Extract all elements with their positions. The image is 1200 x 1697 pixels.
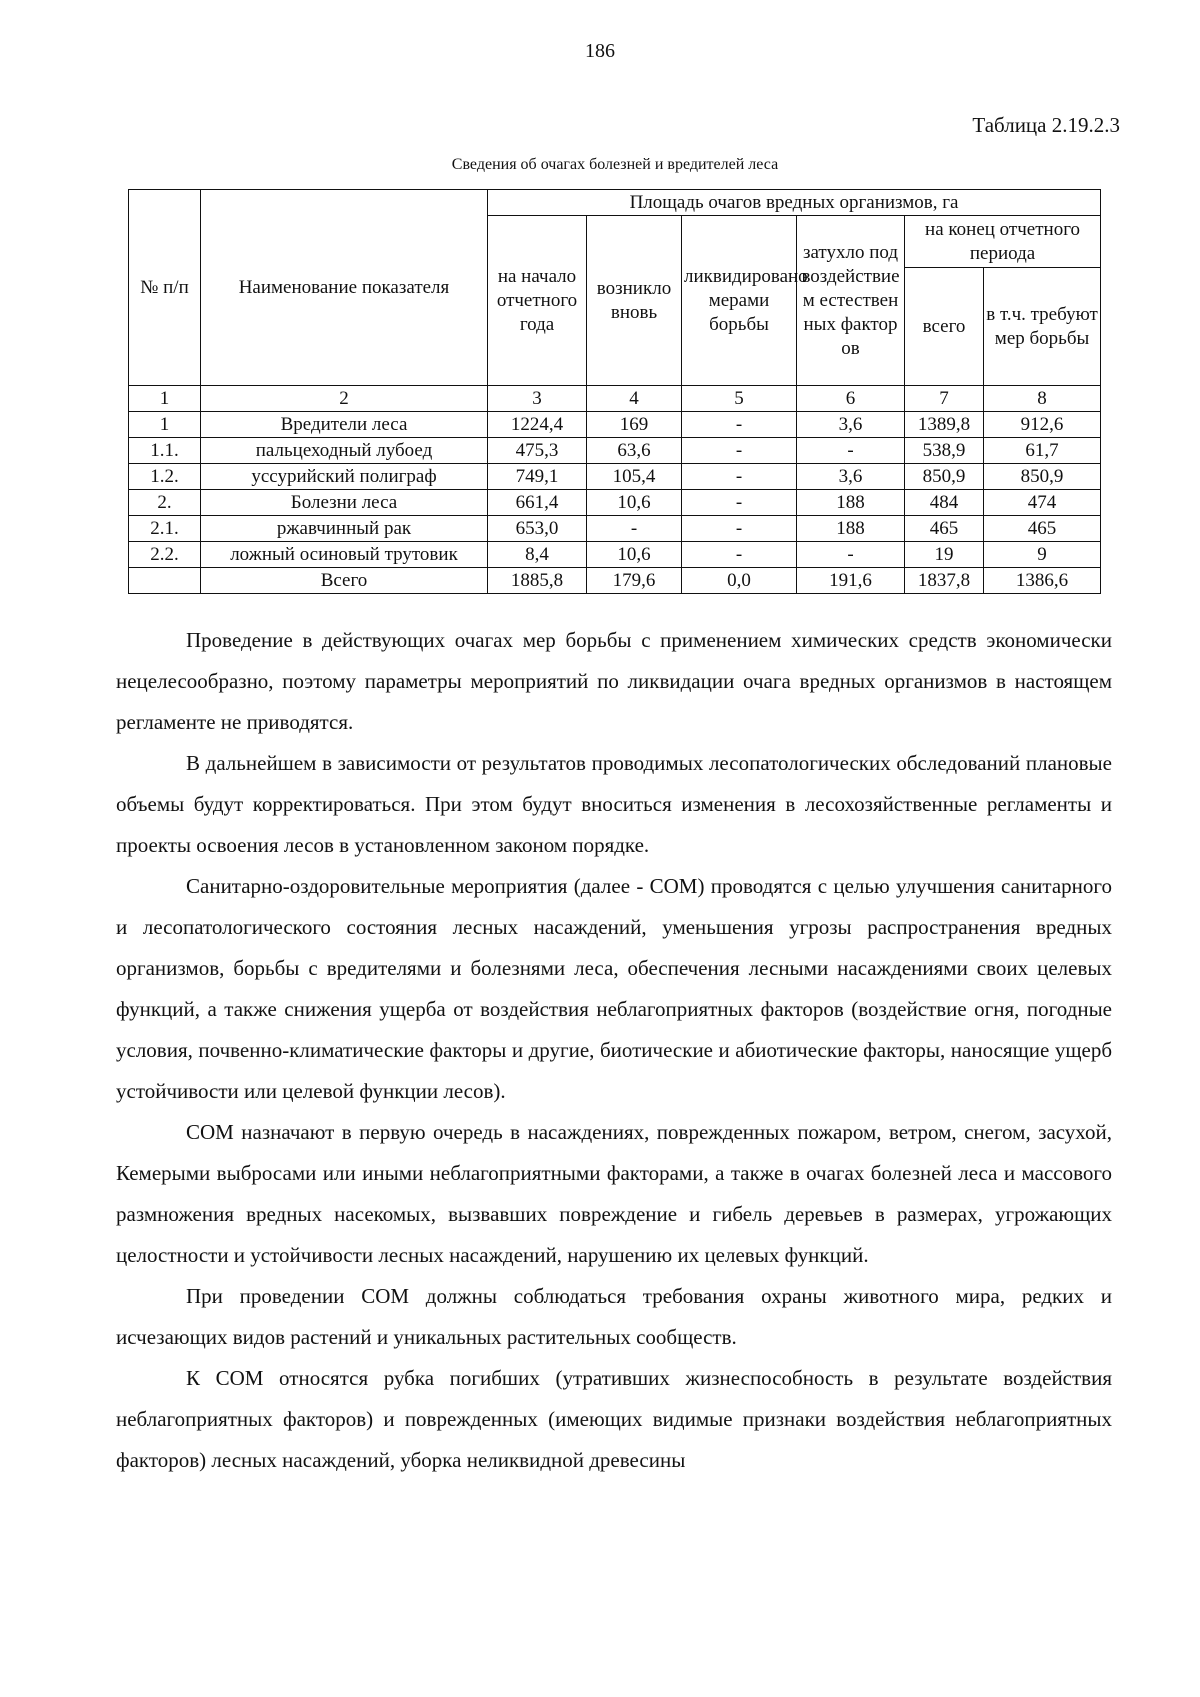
table-cell: 6 xyxy=(797,386,905,412)
table-cell: Вредители леса xyxy=(201,412,488,438)
table-cell: 0,0 xyxy=(682,568,797,594)
paragraph: При проведении СОМ должны соблюдаться требования охраны животного мира, редких и исчезающих видов растений и уникальных растительных сообществ. xyxy=(116,1284,1112,1349)
paragraph: В дальнейшем в зависимости от результатов проводимых лесопатологических обследований плановые объемы будут корректироваться. При этом будут вноситься изменения в лесохозяйственные регламенты и проекты освоения лесов в установленном законом порядке. xyxy=(116,751,1112,857)
table-cell: 4 xyxy=(587,386,682,412)
table-cell: 1389,8 xyxy=(905,412,984,438)
table-cell: 61,7 xyxy=(984,438,1101,464)
table-cell: 661,4 xyxy=(488,490,587,516)
body-text xyxy=(116,620,1112,1481)
table-cell: - xyxy=(682,516,797,542)
table-cell: 7 xyxy=(905,386,984,412)
table-cell: 105,4 xyxy=(587,464,682,490)
table-cell: 10,6 xyxy=(587,542,682,568)
table-cell: 850,9 xyxy=(905,464,984,490)
header-start: на начало отчетного года xyxy=(488,216,587,386)
table-cell: 1224,4 xyxy=(488,412,587,438)
paragraph: СОМ назначают в первую очередь в насаждениях, поврежденных пожаром, ветром, снегом, засухой, Кемерыми выбросами или иными неблагоприятными факторами, а также в очагах болезней леса и массового размножения вредных насекомых, вызвавших повреждение и гибель деревьев в размерах, угрожающих целостности и устойчивости лесных насаждений, нарушению их целевых функций. xyxy=(116,1120,1112,1267)
table-cell: 19 xyxy=(905,542,984,568)
table-cell: 475,3 xyxy=(488,438,587,464)
table-row xyxy=(129,464,1101,490)
table-cell: 179,6 xyxy=(587,568,682,594)
table-cell: 3,6 xyxy=(797,464,905,490)
paragraph: Проведение в действующих очагах мер борьбы с применением химических средств экономически нецелесообразно, поэтому параметры мероприятий по ликвидации очага вредных организмов в настоящем регламенте не приводятся. xyxy=(116,628,1112,734)
table-cell: 188 xyxy=(797,490,905,516)
table-cell: - xyxy=(682,490,797,516)
table-cell: 188 xyxy=(797,516,905,542)
table-cell: 1885,8 xyxy=(488,568,587,594)
table-row xyxy=(129,542,1101,568)
table-cell: 3 xyxy=(488,386,587,412)
table-cell: уссурийский полиграф xyxy=(201,464,488,490)
table-cell: ложный осиновый трутовик xyxy=(201,542,488,568)
header-num: № п/п xyxy=(129,190,201,386)
table-cell: - xyxy=(587,516,682,542)
table-title: Сведения об очагах болезней и вредителей леса xyxy=(451,156,779,173)
table-cell: - xyxy=(682,438,797,464)
table-cell: пальцеходный лубоед xyxy=(201,438,488,464)
paragraph: Санитарно-оздоровительные мероприятия (далее - СОМ) проводятся с целью улучшения санитарного и лесопатологического состояния лесных насаждений, уменьшения угрозы распространения вредных организмов, борьбы с вредителями и болезнями леса, обеспечения лесными насаждениями своих целевых функций, а также снижения ущерба от воздействия неблагоприятных факторов (воздействие огня, погодные условия, почвенно-климатические факторы и другие, биотические и абиотические факторы, наносящие ущерб устойчивости или целевой функции лесов). xyxy=(116,874,1112,1103)
table-cell: Болезни леса xyxy=(201,490,488,516)
table-cell: 1 xyxy=(129,386,201,412)
header-area-group: Площадь очагов вредных организмов, га xyxy=(488,190,1101,216)
table-cell: 1.1. xyxy=(129,438,201,464)
table-cell: 8,4 xyxy=(488,542,587,568)
header-end-group: на конец отчетного периода xyxy=(905,216,1101,268)
table-cell: 912,6 xyxy=(984,412,1101,438)
table-cell: 169 xyxy=(587,412,682,438)
header-liquidated: ликвидировано мерами борьбы xyxy=(682,216,797,386)
table-cell: 465 xyxy=(984,516,1101,542)
header-faded: затухло под воздействием естественных факторов xyxy=(797,216,905,386)
pests-diseases-table xyxy=(128,189,1101,594)
table-cell: - xyxy=(682,542,797,568)
table-row xyxy=(129,516,1101,542)
table-cell: 8 xyxy=(984,386,1101,412)
table-cell: 3,6 xyxy=(797,412,905,438)
table-cell: 474 xyxy=(984,490,1101,516)
table-cell: 10,6 xyxy=(587,490,682,516)
table-cell: 653,0 xyxy=(488,516,587,542)
table-cell: 1 xyxy=(129,412,201,438)
table-cell: 749,1 xyxy=(488,464,587,490)
table-row xyxy=(129,412,1101,438)
header-name: Наименование показателя xyxy=(201,190,488,386)
table-cell xyxy=(129,568,201,594)
table-cell: 5 xyxy=(682,386,797,412)
table-cell: - xyxy=(797,438,905,464)
paragraph: К СОМ относятся рубка погибших (утративших жизнеспособность в результате воздействия неблагоприятных факторов) и поврежденных (имеющих видимые признаки воздействия неблагоприятных факторов) лесных насаждений, уборка неликвидной древесины xyxy=(116,1366,1112,1472)
table-cell: 465 xyxy=(905,516,984,542)
table-cell: 191,6 xyxy=(797,568,905,594)
table-cell: 1.2. xyxy=(129,464,201,490)
table-caption: Таблица 2.19.2.3 xyxy=(972,113,1120,137)
header-need: в т.ч. требуют мер борьбы xyxy=(984,268,1101,386)
table-cell: 538,9 xyxy=(905,438,984,464)
header-total: всего xyxy=(905,268,984,386)
header-new: возникло вновь xyxy=(587,216,682,386)
table-cell: 850,9 xyxy=(984,464,1101,490)
column-index-row xyxy=(129,386,1101,412)
table-cell: Всего xyxy=(201,568,488,594)
table-cell: 63,6 xyxy=(587,438,682,464)
table-cell: 2. xyxy=(129,490,201,516)
table-cell: 2.2. xyxy=(129,542,201,568)
table-cell: ржавчинный рак xyxy=(201,516,488,542)
table-cell: - xyxy=(682,464,797,490)
table-cell: 1386,6 xyxy=(984,568,1101,594)
table-cell: - xyxy=(682,412,797,438)
table-total-row xyxy=(129,568,1101,594)
table-cell: 484 xyxy=(905,490,984,516)
table-cell: - xyxy=(797,542,905,568)
table-row xyxy=(129,490,1101,516)
table-row xyxy=(129,438,1101,464)
table-cell: 9 xyxy=(984,542,1101,568)
page-number: 186 xyxy=(585,40,615,62)
table-cell: 1837,8 xyxy=(905,568,984,594)
table-cell: 2.1. xyxy=(129,516,201,542)
table-cell: 2 xyxy=(201,386,488,412)
